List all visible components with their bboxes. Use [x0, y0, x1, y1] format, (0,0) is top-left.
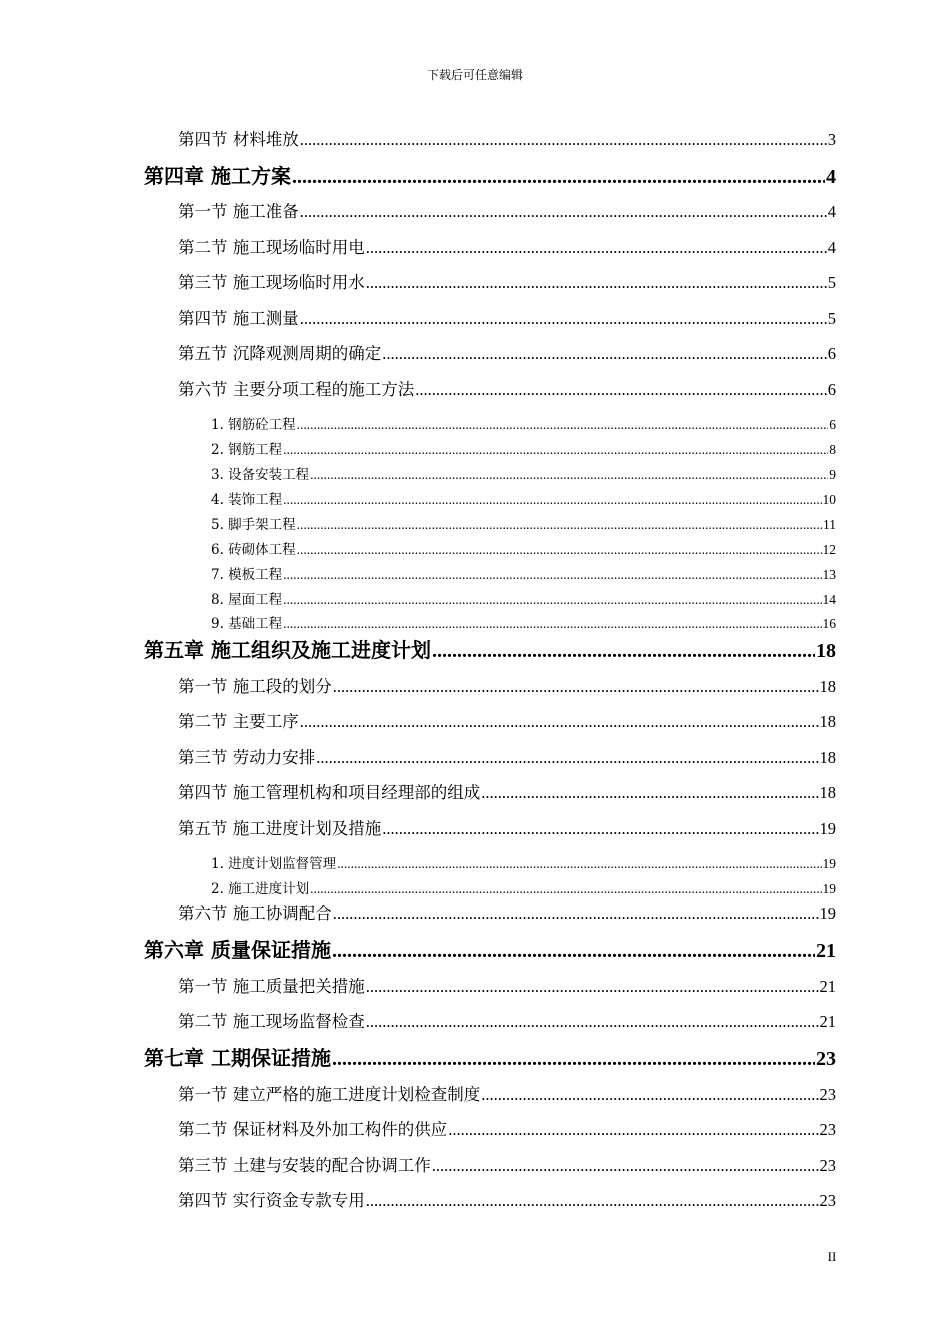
toc-title: 第二节 主要工序	[178, 712, 299, 731]
toc-page: 4	[827, 202, 836, 221]
toc-page: 18	[819, 677, 836, 696]
toc-page: 23	[819, 1120, 836, 1139]
toc-title: 7. 模板工程	[211, 567, 283, 583]
toc-entry[interactable]	[178, 708, 836, 732]
toc-title: 1. 钢筋砼工程	[211, 417, 296, 433]
toc-page: 8	[829, 442, 836, 457]
toc-chapter-entry[interactable]	[144, 1042, 836, 1071]
toc-entry[interactable]	[178, 900, 836, 924]
toc-page: 4	[827, 238, 836, 257]
toc-page: 18	[816, 640, 836, 662]
toc-entry[interactable]	[178, 340, 836, 364]
toc-entry[interactable]	[178, 1152, 836, 1176]
toc-page: 21	[816, 940, 836, 962]
toc-title: 第一节 施工准备	[178, 202, 299, 221]
toc-page: 10	[822, 492, 836, 507]
toc-entry[interactable]	[178, 376, 836, 400]
toc-subentry[interactable]	[211, 413, 836, 433]
toc-title: 第三节 土建与安装的配合协调工作	[178, 1156, 431, 1175]
toc-title: 第四节 施工测量	[178, 309, 299, 328]
toc-title: 第七章 工期保证措施	[144, 1046, 331, 1070]
toc-title: 6. 砖砌体工程	[211, 542, 296, 558]
toc-title: 第六章 质量保证措施	[144, 938, 331, 962]
toc-title: 第一节 施工质量把关措施	[178, 977, 365, 996]
toc-page: 16	[822, 616, 836, 631]
toc-title: 3. 设备安装工程	[211, 467, 310, 483]
toc-title: 第二节 施工现场临时用电	[178, 238, 365, 257]
toc-page: 19	[819, 819, 836, 838]
toc-title: 第五节 施工进度计划及措施	[178, 819, 382, 838]
toc-page: 18	[819, 712, 836, 731]
toc-title: 2. 钢筋工程	[211, 442, 283, 458]
toc-page: 4	[826, 166, 836, 188]
toc-entry[interactable]	[178, 1081, 836, 1105]
toc-title: 9. 基础工程	[211, 616, 283, 632]
toc-entry[interactable]	[178, 126, 836, 150]
page-header: 下载后可任意编辑	[426, 68, 523, 82]
toc-title: 第二节 施工现场监督检查	[178, 1012, 365, 1031]
toc-title: 8. 屋面工程	[211, 592, 283, 608]
toc-subentry[interactable]	[211, 463, 836, 483]
toc-title: 4. 装饰工程	[211, 492, 283, 508]
toc-chapter-entry[interactable]	[144, 160, 836, 189]
toc-title: 第三节 施工现场临时用水	[178, 273, 365, 292]
toc-entry[interactable]	[178, 744, 836, 768]
toc-title: 第六节 施工协调配合	[178, 904, 332, 923]
toc-page: 23	[819, 1156, 836, 1175]
toc-page: 23	[819, 1085, 836, 1104]
toc-title: 第四节 材料堆放	[178, 130, 299, 149]
toc-title: 第六节 主要分项工程的施工方法	[178, 380, 415, 399]
toc-chapter-entry[interactable]	[144, 934, 836, 963]
toc-entry[interactable]	[178, 198, 836, 222]
page-number: II	[827, 1249, 837, 1264]
toc-entry[interactable]	[178, 1187, 836, 1211]
toc-title: 第四节 施工管理机构和项目经理部的组成	[178, 783, 481, 802]
toc-title: 1. 进度计划监督管理	[211, 856, 337, 872]
toc-page: 21	[819, 977, 836, 996]
toc-entry[interactable]	[178, 779, 836, 803]
toc-subentry[interactable]	[211, 612, 836, 632]
toc-page: 23	[816, 1048, 836, 1070]
toc-subentry[interactable]	[211, 852, 836, 872]
toc-page: 11	[823, 517, 836, 532]
toc-entry[interactable]	[178, 1008, 836, 1032]
toc-page: 6	[827, 380, 836, 399]
toc-page: 6	[827, 344, 836, 363]
toc-page: 6	[829, 417, 836, 432]
toc-title: 第三节 劳动力安排	[178, 748, 316, 767]
toc-title: 5. 脚手架工程	[211, 517, 296, 533]
toc-page: 19	[819, 904, 836, 923]
toc-subentry[interactable]	[211, 588, 836, 608]
toc-page: 3	[827, 130, 836, 149]
toc-entry[interactable]	[178, 815, 836, 839]
toc-entry[interactable]	[178, 1116, 836, 1140]
toc-page: 12	[822, 542, 836, 557]
toc-subentry[interactable]	[211, 538, 836, 558]
toc-entry[interactable]	[178, 973, 836, 997]
toc-page: 18	[819, 783, 836, 802]
toc-subentry[interactable]	[211, 513, 836, 533]
toc-entry[interactable]	[178, 234, 836, 258]
toc-title: 第五章 施工组织及施工进度计划	[144, 638, 431, 662]
toc-page: 19	[822, 856, 836, 871]
toc-subentry[interactable]	[211, 438, 836, 458]
toc-subentry[interactable]	[211, 488, 836, 508]
toc-title: 第五节 沉降观测周期的确定	[178, 344, 382, 363]
toc-title: 2. 施工进度计划	[211, 881, 310, 897]
toc-page: 23	[819, 1191, 836, 1210]
toc-entry[interactable]	[178, 673, 836, 697]
toc-title: 第二节 保证材料及外加工构件的供应	[178, 1120, 448, 1139]
toc-title: 第一节 建立严格的施工进度计划检查制度	[178, 1085, 481, 1104]
toc-page: 9	[829, 467, 836, 482]
toc-title: 第一节 施工段的划分	[178, 677, 332, 696]
toc-page: 5	[827, 273, 836, 292]
toc-page: 19	[822, 881, 836, 896]
toc-title: 第四章 施工方案	[144, 164, 291, 188]
toc-entry[interactable]	[178, 269, 836, 293]
toc-subentry[interactable]	[211, 877, 836, 897]
toc-page: 13	[822, 567, 836, 582]
toc-page: 5	[827, 309, 836, 328]
toc-page: 18	[819, 748, 836, 767]
toc-page: 14	[822, 592, 836, 607]
toc-title: 第四节 实行资金专款专用	[178, 1191, 365, 1210]
toc-page: 21	[819, 1012, 836, 1031]
toc-entry[interactable]	[178, 305, 836, 329]
toc-subentry[interactable]	[211, 563, 836, 583]
toc-chapter-entry[interactable]	[144, 634, 836, 663]
